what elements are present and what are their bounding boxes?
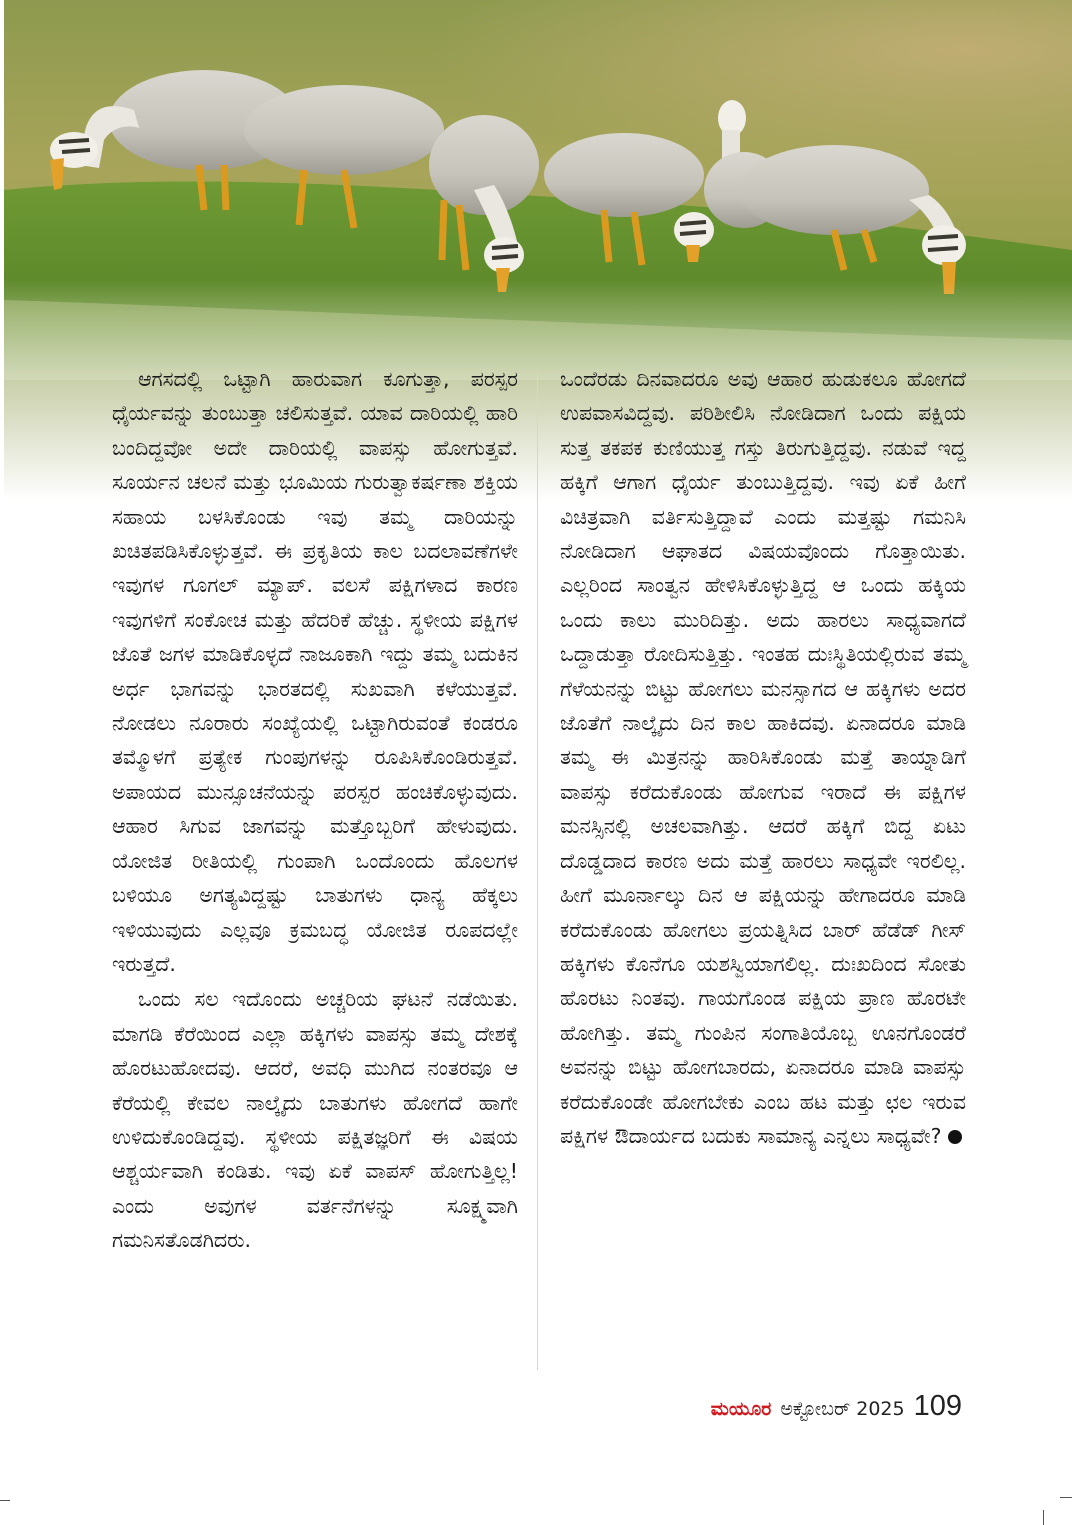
body-paragraph: ಒಂದು ಸಲ ಇದೊಂದು ಅಚ್ಚರಿಯ ಘಟನೆ ನಡೆಯಿತು. ಮಾಗಡಿ ಕೆರೆಯಿಂದ ಎಲ್ಲಾ ಹಕ್ಕಿಗಳು ವಾಪಸ್ಸು ತಮ್ಮ ದೇಶಕ್ಕೆ ಹೊರಟುಹೋದವು. ಆದರೆ, ಅವಧಿ ಮುಗಿದ ನಂತರವೂ ಆ ಕೆರೆಯಲ್ಲಿ ಕೇವಲ ನಾಲ್ಕೈದು ಬಾತುಗಳು ಹೋಗದೆ ಹಾಗೇ ಉಳಿದುಕೊಂಡಿದ್ದವು. ಸ್ಥಳೀಯ ಪಕ್ಷಿತಜ್ಞರಿಗೆ ಈ ವಿಷಯ ಆಶ್ಚರ್ಯವಾಗಿ ಕಂಡಿತು. ಇವು ಏಕೆ ವಾಪಸ್ ಹೋಗುತ್ತಿಲ್ಲ! ಎಂದು ಅವುಗಳ ವರ್ತನೆಗಳನ್ನು ಸೂಕ್ಷ್ಮವಾಗಿ ಗಮನಿಸತೊಡಗಿದರು.: [112, 987, 518, 1253]
column-divider: [537, 370, 538, 1370]
end-of-article-icon: [948, 1130, 962, 1144]
crop-mark: [0, 1500, 10, 1501]
article-left-column: [112, 362, 518, 1258]
magazine-name: ಮಯೂರ: [710, 1398, 772, 1420]
article-right-column: [560, 362, 966, 1153]
body-paragraph-text: ಒಂದೆರಡು ದಿನವಾದರೂ ಅವು ಆಹಾರ ಹುಡುಕಲೂ ಹೋಗದೆ ಉಪವಾಸವಿದ್ದವು. ಪರಿಶೀಲಿಸಿ ನೋಡಿದಾಗ ಒಂದು ಪಕ್ಷಿಯ ಸುತ್ತ ತಕಪಕ ಕುಣಿಯುತ್ತ ಗಸ್ತು ತಿರುಗುತ್ತಿದ್ದವು. ನಡುವೆ ಇದ್ದ ಹಕ್ಕಿಗೆ ಆಗಾಗ ಧೈರ್ಯ ತುಂಬುತ್ತಿದ್ದವು. ಇವು ಏಕೆ ಹೀಗೆ ವಿಚಿತ್ರವಾಗಿ ವರ್ತಿಸುತ್ತಿದ್ದಾವೆ ಎಂದು ಮತ್ತಷ್ಟು ಗಮನಿಸಿ ನೋಡಿದಾಗ ಆಘಾತದ ವಿಷಯವೊಂದು ಗೊತ್ತಾಯಿತು. ಎಲ್ಲರಿಂದ ಸಾಂತ್ವನ ಹೇಳಿಸಿಕೊಳ್ಳುತ್ತಿದ್ದ ಆ ಒಂದು ಹಕ್ಕಿಯ ಒಂದು ಕಾಲು ಮುರಿದಿತ್ತು. ಅದು ಹಾರಲು ಸಾಧ್ಯವಾಗದೆ ಒದ್ದಾಡುತ್ತಾ ರೋದಿಸುತ್ತಿತ್ತು. ಇಂತಹ ದುಃಸ್ಥಿತಿಯಲ್ಲಿರುವ ತಮ್ಮ ಗೆಳೆಯನನ್ನು ಬಿಟ್ಟು ಹೋಗಲು ಮನಸ್ಸಾಗದ ಆ ಹಕ್ಕಿಗಳು ಅದರ ಜೊತೆಗೆ ನಾಲ್ಕೈದು ದಿನ ಕಾಲ ಹಾಕಿದವು. ಏನಾದರೂ ಮಾಡಿ ತಮ್ಮ ಈ ಮಿತ್ರನನ್ನು ಹಾರಿಸಿಕೊಂಡು ಮತ್ತೆ ತಾಯ್ನಾಡಿಗೆ ವಾಪಸ್ಸು ಕರೆದುಕೊಂಡು ಹೋಗುವ ಇರಾದೆ ಈ ಪಕ್ಷಿಗಳ ಮನಸ್ಸಿನಲ್ಲಿ ಅಚಲವಾಗಿತ್ತು. ಆದರೆ ಹಕ್ಕಿಗೆ ಬಿದ್ದ ಏಟು ದೊಡ್ಡದಾದ ಕಾರಣ ಅದು ಮತ್ತೆ ಹಾರಲು ಸಾಧ್ಯವೇ ಇರಲಿಲ್ಲ. ಹೀಗೆ ಮೂರ್ನಾಲ್ಕು ದಿನ ಆ ಪಕ್ಷಿಯನ್ನು ಹೇಗಾದರೂ ಮಾಡಿ ಕರೆದುಕೊಂಡು ಹೋಗಲು ಪ್ರಯತ್ನಿಸಿದ ಬಾರ್ ಹೆಡೆಡ್ ಗೀಸ್ ಹಕ್ಕಿಗಳು ಕೊನೆಗೂ ಯಶಸ್ವಿಯಾಗಲಿಲ್ಲ. ದುಃಖದಿಂದ ಸೋತು ಹೊರಟು ನಿಂತವು. ಗಾಯಗೊಂಡ ಪಕ್ಷಿಯ ಪ್ರಾಣ ಹೊರಟೇ ಹೋಗಿತ್ತು. ತಮ್ಮ ಗುಂಪಿನ ಸಂಗಾತಿಯೊಬ್ಬ ಊನಗೊಂಡರೆ ಅವನನ್ನು ಬಿಟ್ಟು ಹೋಗಬಾರದು, ಏನಾದರೂ ಮಾಡಿ ವಾಪಸ್ಸು ಕರೆದುಕೊಂಡೇ ಹೋಗಬೇಕು ಎಂಬ ಹಟ ಮತ್ತು ಛಲ ಇರುವ ಪಕ್ಷಿಗಳ ಔದಾರ್ಯದ ಬದುಕು ಸಾಮಾನ್ಯ ಎನ್ನಲು ಸಾಧ್ಯವೇ?: [560, 367, 966, 1148]
issue-date: ಅಕ್ಟೋಬರ್ 2025: [780, 1398, 905, 1420]
crop-mark: [1043, 1510, 1044, 1525]
page-number: 109: [913, 1390, 962, 1422]
crop-mark: [1060, 1497, 1072, 1498]
page-footer: [711, 1390, 962, 1434]
body-paragraph: ಆಗಸದಲ್ಲಿ ಒಟ್ಟಾಗಿ ಹಾರುವಾಗ ಕೂಗುತ್ತಾ, ಪರಸ್ಪರ ಧೈರ್ಯವನ್ನು ತುಂಬುತ್ತಾ ಚಲಿಸುತ್ತವೆ. ಯಾವ ದಾರಿಯಲ್ಲಿ ಹಾರಿ ಬಂದಿದ್ದವೋ ಅದೇ ದಾರಿಯಲ್ಲಿ ವಾಪಸ್ಸು ಹೋಗುತ್ತವೆ. ಸೂರ್ಯನ ಚಲನೆ ಮತ್ತು ಭೂಮಿಯ ಗುರುತ್ವಾಕರ್ಷಣಾ ಶಕ್ತಿಯ ಸಹಾಯ ಬಳಸಿಕೊಂಡು ಇವು ತಮ್ಮ ದಾರಿಯನ್ನು ಖಚಿತಪಡಿಸಿಕೊಳ್ಳುತ್ತವೆ. ಈ ಪ್ರಕೃತಿಯ ಕಾಲ ಬದಲಾವಣೆಗಳೇ ಇವುಗಳ ಗೂಗಲ್ ಮ್ಯಾಪ್. ವಲಸೆ ಪಕ್ಷಿಗಳಾದ ಕಾರಣ ಇವುಗಳಿಗೆ ಸಂಕೋಚ ಮತ್ತು ಹೆದರಿಕೆ ಹೆಚ್ಚು. ಸ್ಥಳೀಯ ಪಕ್ಷಿಗಳ ಜೊತೆ ಜಗಳ ಮಾಡಿಕೊಳ್ಳದೆ ನಾಜೂಕಾಗಿ ಇದ್ದು ತಮ್ಮ ಬದುಕಿನ ಅರ್ಧ ಭಾಗವನ್ನು ಭಾರತದಲ್ಲಿ ಸುಖವಾಗಿ ಕಳೆಯುತ್ತವೆ. ನೋಡಲು ನೂರಾರು ಸಂಖ್ಯೆಯಲ್ಲಿ ಒಟ್ಟಾಗಿರುವಂತೆ ಕಂಡರೂ ತಮ್ಮೊಳಗೆ ಪ್ರತ್ಯೇಕ ಗುಂಪುಗಳನ್ನು ರೂಪಿಸಿಕೊಂಡಿರುತ್ತವೆ. ಅಪಾಯದ ಮುನ್ಸೂಚನೆಯನ್ನು ಪರಸ್ಪರ ಹಂಚಿಕೊಳ್ಳುವುದು. ಆಹಾರ ಸಿಗುವ ಜಾಗವನ್ನು ಮತ್ತೊಬ್ಬರಿಗೆ ಹೇಳುವುದು. ಯೋಜಿತ ರೀತಿಯಲ್ಲಿ ಗುಂಪಾಗಿ ಒಂದೊಂದು ಹೊಲಗಳ ಬಳಿಯೂ ಅಗತ್ಯವಿದ್ದಷ್ಟು ಬಾತುಗಳು ಧಾನ್ಯ ಹೆಕ್ಕಲು ಇಳಿಯುವುದು ಎಲ್ಲವೂ ಕ್ರಮಬದ್ಧ ಯೋಜಿತ ರೂಪದಲ್ಲೇ ಇರುತ್ತದೆ.: [112, 367, 518, 976]
body-paragraph: [560, 362, 966, 1153]
